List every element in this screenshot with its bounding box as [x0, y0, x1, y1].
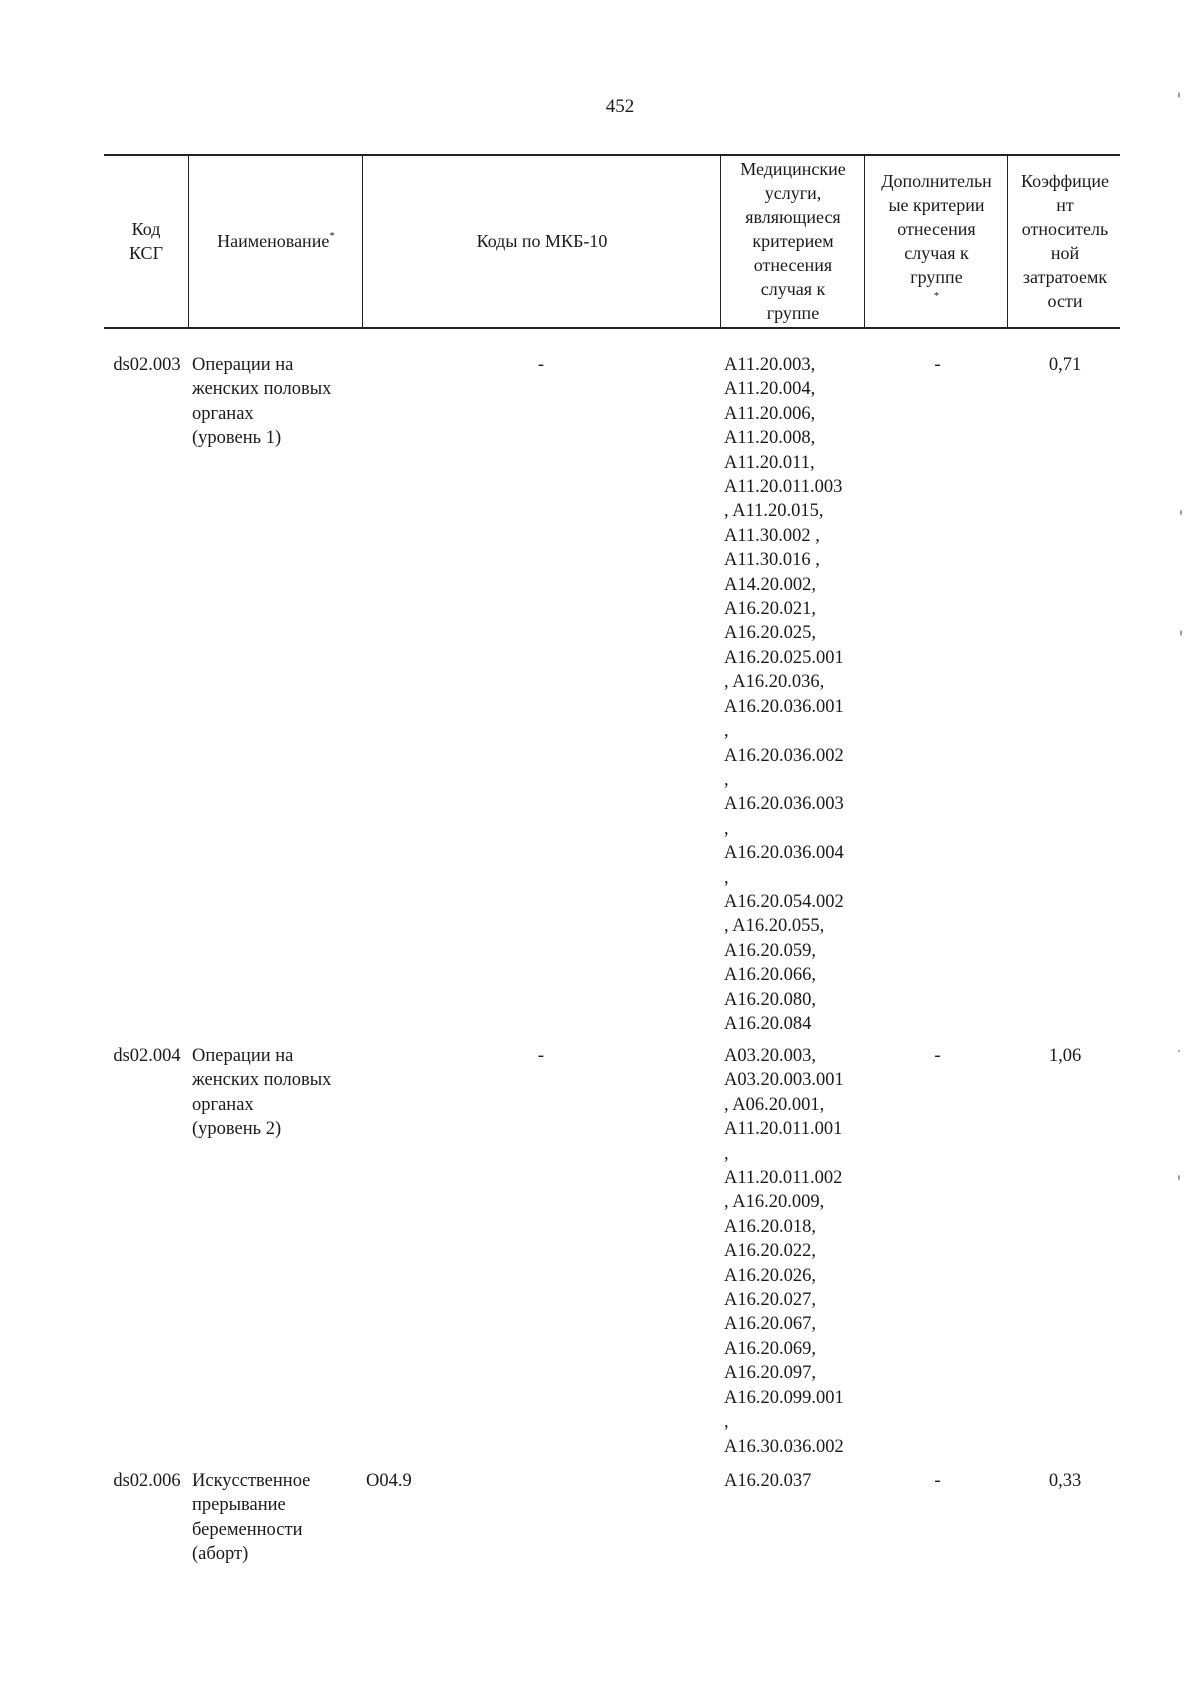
service-code: A16.20.037	[724, 1471, 812, 1491]
header-services	[722, 155, 864, 327]
row-name-line: (уровень 2)	[192, 1119, 282, 1140]
header-code-line: КСГ	[129, 243, 163, 263]
service-code: A11.20.004,	[724, 379, 816, 400]
service-code: A11.30.002 ,	[724, 525, 820, 546]
header-services-line: услуги,	[764, 183, 822, 203]
row-mkb: O04.9	[366, 1471, 412, 1491]
row-name	[192, 353, 360, 451]
header-bottom-rule	[104, 327, 1120, 329]
service-code: A16.30.036.002	[724, 1436, 844, 1457]
service-code: ,	[724, 818, 729, 839]
header-services-line: Медицинские	[740, 159, 846, 179]
row-code: ds02.006	[113, 1471, 181, 1491]
service-code: A16.20.069,	[724, 1338, 816, 1359]
row-additional: -	[934, 355, 941, 375]
header-code-line: Код	[131, 219, 161, 239]
header-additional-line: случая к	[904, 243, 969, 263]
row-name-line: Операции на	[192, 1046, 294, 1066]
scan-speck	[1178, 1050, 1180, 1052]
row-services	[724, 353, 864, 1036]
service-code: , A06.20.001,	[724, 1094, 825, 1115]
header-additional-line: Дополнительн	[881, 171, 992, 191]
header-services-line: являющиеся	[745, 207, 841, 227]
footnote-mark: *	[329, 230, 335, 242]
header-mkb	[364, 155, 720, 327]
service-code: A16.20.027,	[724, 1290, 816, 1311]
service-code: A16.20.036.003	[724, 794, 844, 815]
header-additional-line: отнесения	[897, 219, 976, 239]
column-divider	[362, 155, 363, 327]
service-code: A14.20.002,	[724, 574, 816, 595]
row-name-line: женских половых	[192, 379, 332, 400]
service-code: A16.20.025,	[724, 623, 816, 644]
service-code: , A16.20.036,	[724, 672, 825, 693]
row-coef: 1,06	[1048, 1046, 1082, 1066]
service-code: A11.20.003,	[724, 355, 816, 375]
service-code: A16.20.059,	[724, 940, 816, 961]
service-code: A11.20.011.001	[724, 1119, 843, 1140]
row-services	[724, 1469, 864, 1493]
header-mkb-text: Коды по МКБ-10	[476, 231, 608, 251]
service-code: ,	[724, 867, 729, 888]
service-code: A16.20.084	[724, 1013, 812, 1034]
row-services	[724, 1044, 864, 1459]
scan-speck	[1180, 510, 1182, 515]
row-name-line: прерывание	[192, 1495, 286, 1516]
column-divider	[188, 155, 189, 327]
service-code: A16.20.066,	[724, 965, 816, 986]
column-divider	[720, 155, 721, 327]
row-mkb: -	[537, 1046, 545, 1066]
service-code: A16.20.036.001	[724, 696, 844, 717]
footnote-mark: *	[933, 290, 940, 302]
row-name	[192, 1044, 360, 1142]
header-coef-line: затратоемк	[1022, 267, 1108, 287]
service-code: ,	[724, 721, 729, 742]
service-code: A16.20.097,	[724, 1363, 816, 1384]
service-code: A03.20.003.001	[724, 1070, 844, 1091]
service-code: , A16.20.055,	[724, 916, 825, 937]
service-code: A11.20.011,	[724, 452, 815, 473]
service-code: A16.20.054.002	[724, 891, 844, 912]
row-name-line: Искусственное	[192, 1471, 311, 1491]
row-name-line: органах	[192, 1094, 254, 1115]
service-code: , A11.20.015,	[724, 501, 824, 522]
header-coef-line: Коэффицие	[1020, 171, 1110, 191]
service-code: A11.20.011.003	[724, 477, 843, 498]
header-additional	[866, 155, 1007, 327]
scan-speck	[1178, 92, 1180, 98]
header-coef-line: относитель	[1021, 219, 1109, 239]
header-additional-line: ые критерии	[888, 195, 985, 215]
service-code: ,	[724, 1143, 729, 1164]
page-number: 452	[605, 96, 635, 117]
header-coef	[1009, 155, 1121, 327]
service-code: A11.20.011.002	[724, 1168, 843, 1189]
service-code: A16.20.026,	[724, 1265, 816, 1286]
row-name-line: (уровень 1)	[192, 428, 282, 449]
service-code: A11.20.006,	[724, 403, 816, 424]
row-name-line: женских половых	[192, 1070, 332, 1091]
header-services-line: случая к	[760, 279, 826, 299]
row-code: ds02.004	[113, 1046, 181, 1066]
row-name	[192, 1469, 360, 1567]
row-coef: 0,71	[1048, 355, 1082, 375]
column-divider	[864, 155, 865, 327]
header-name	[190, 155, 362, 327]
service-code: A11.30.016 ,	[724, 550, 820, 571]
service-code: A16.20.018,	[724, 1216, 816, 1237]
scan-speck	[1180, 630, 1182, 636]
service-code: ,	[724, 769, 729, 790]
row-coef: 0,33	[1048, 1471, 1082, 1491]
row-name-line: беременности	[192, 1519, 303, 1540]
service-code: A03.20.003,	[724, 1046, 816, 1066]
header-name-text: Наименование	[217, 231, 330, 251]
scan-speck	[1178, 1175, 1180, 1180]
service-code: A16.20.025.001	[724, 647, 844, 668]
header-services-line: отнесения	[753, 255, 833, 275]
row-name-line: органах	[192, 403, 254, 424]
row-name-line: Операции на	[192, 355, 294, 375]
column-divider	[1007, 155, 1008, 327]
header-coef-line: ости	[1047, 291, 1083, 311]
service-code: ,	[724, 1412, 729, 1433]
row-additional: -	[934, 1046, 941, 1066]
header-coef-line: ной	[1050, 243, 1080, 263]
service-code: A16.20.021,	[724, 599, 816, 620]
service-code: A16.20.036.004	[724, 843, 844, 864]
service-code: A16.20.099.001	[724, 1387, 844, 1408]
service-code: A16.20.080,	[724, 989, 816, 1010]
service-code: A11.20.008,	[724, 428, 816, 449]
row-code: ds02.003	[113, 355, 181, 375]
header-coef-line: нт	[1056, 195, 1074, 215]
service-code: A16.20.067,	[724, 1314, 816, 1335]
service-code: , A16.20.009,	[724, 1192, 825, 1213]
service-code: A16.20.022,	[724, 1241, 816, 1262]
header-additional-line: группе	[910, 267, 963, 287]
header-services-line: критерием	[752, 231, 834, 251]
service-code: A16.20.036.002	[724, 745, 844, 766]
header-code	[104, 155, 188, 327]
row-additional: -	[934, 1471, 941, 1491]
row-mkb: -	[537, 355, 545, 375]
row-name-line: (аборт)	[192, 1544, 249, 1565]
header-services-line: группе	[766, 303, 820, 323]
